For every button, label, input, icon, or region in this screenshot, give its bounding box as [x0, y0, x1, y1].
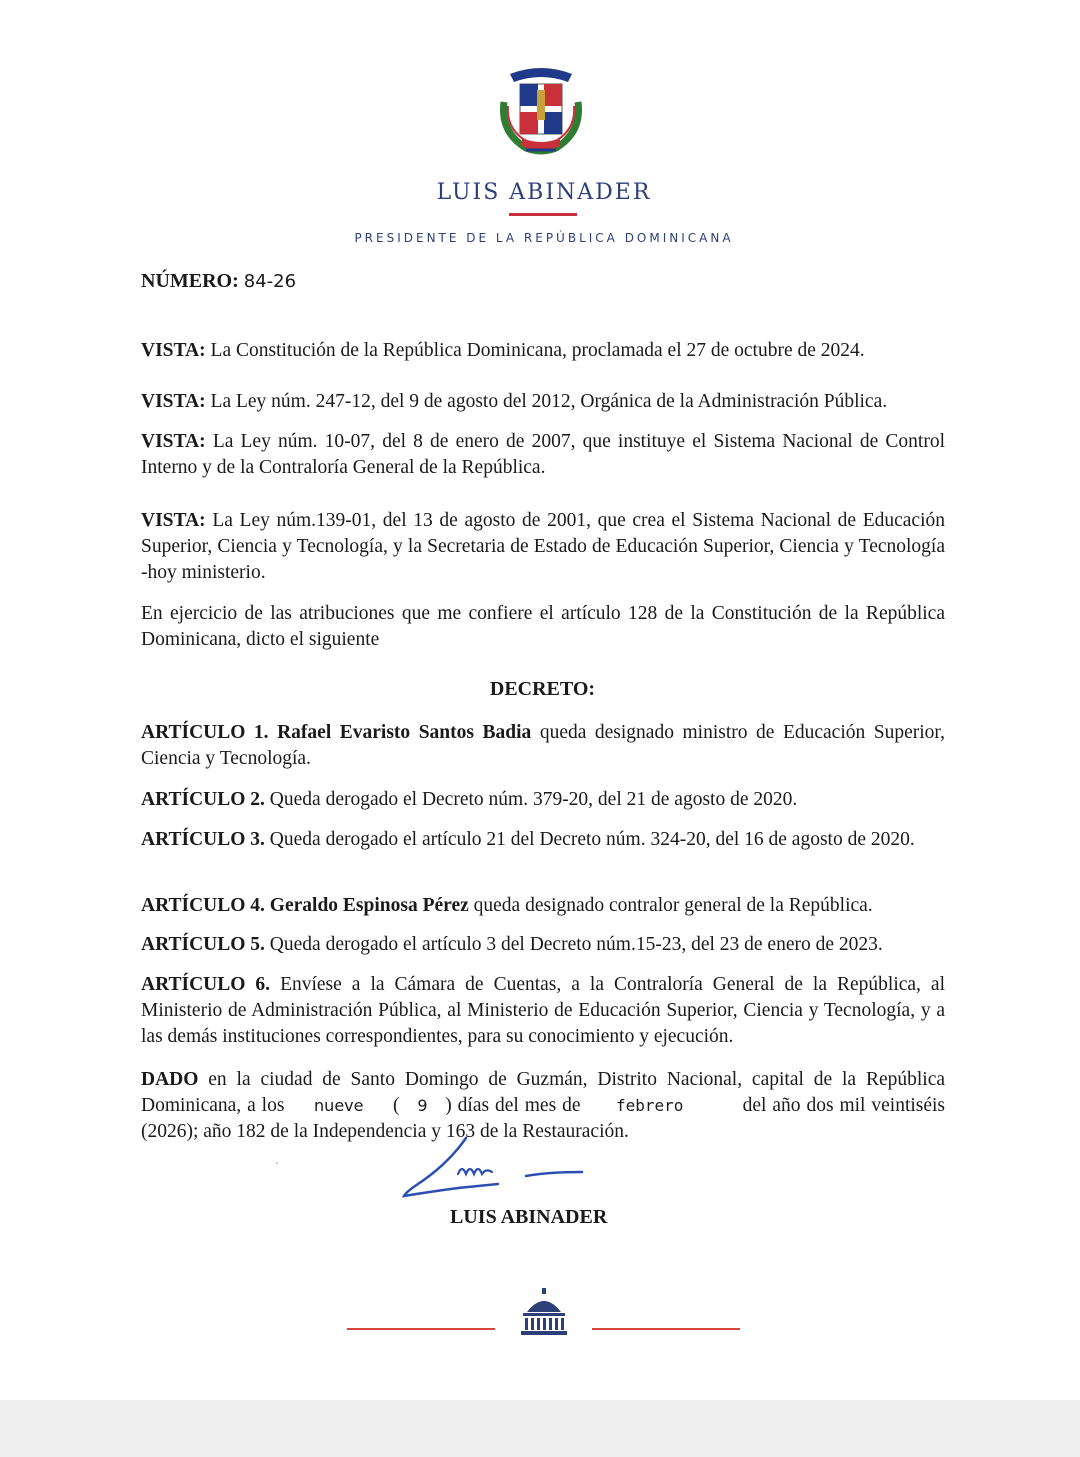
dado-label: DADO [141, 1069, 199, 1090]
decreto-heading: DECRETO: [489, 678, 596, 700]
dado-paragraph: DADO en la ciudad de Santo Domingo de Guzmán, Distrito Nacional, capital de la República Dominicana, a los nueve ( 9 ) días del mes de febrero del año dos mil veintiséis (2026); año 182 de la Independencia y 163 de la Restauración. [141, 1069, 946, 1142]
day-number: 9 [417, 1096, 428, 1115]
article-1 [141, 720, 945, 772]
article-text: Queda derogado el Decreto núm. 379-20, del 21 de agosto de 2020. [269, 789, 798, 810]
vista-1 [141, 338, 945, 364]
ejercicio-paragraph: En ejercicio de las atribuciones que me confiere el artículo 128 de la Constitución de la República Dominicana, dicto el siguiente [141, 603, 945, 650]
article-6 [141, 972, 945, 1050]
vista-label: VISTA: [141, 431, 206, 452]
vista-label: VISTA: [141, 391, 206, 412]
article-text: queda designado ministro de Educación Superior, Ciencia y Tecnología. [141, 722, 946, 769]
vista-text: La Ley núm. 247-12, del 9 de agosto del 2012, Orgánica de la Administración Pública. [210, 391, 888, 412]
article-text: Queda derogado el artículo 21 del Decreto núm. 324-20, del 16 de agosto de 2020. [269, 829, 915, 850]
article-text: Envíese a la Cámara de Cuentas, a la Contraloría General de la República, al Ministerio de Administración Pública, al Ministerio de Educación Superior, Ciencia y Tecnología, y a las demás instituciones correspondientes, para su conocimiento y ejecución. [141, 974, 946, 1047]
vista-4 [141, 508, 945, 586]
article-text: queda designado contralor general de la República. [473, 895, 873, 916]
vista-label: VISTA: [141, 510, 206, 531]
viewer-bottom-bar [0, 1400, 1080, 1457]
article-label: ARTÍCULO 6. [141, 974, 271, 995]
national-palace-dome-icon [517, 1288, 571, 1336]
footer-rule-left [347, 1328, 495, 1330]
article-label: ARTÍCULO 4. [141, 895, 265, 916]
vista-text: La Ley núm. 10-07, del 8 de enero de 2007, que instituye el Sistema Nacional de Control Interno y de la Contraloría General de la República. [141, 431, 946, 478]
decree-number [141, 270, 296, 293]
dado-text: días del mes de [457, 1095, 581, 1116]
signer-name: LUIS ABINADER [450, 1206, 608, 1228]
vista-2 [141, 389, 945, 415]
dado-text: del año dos mil veintiséis (2026); año 182 de la Independencia y 163 de la Restauración. [141, 1095, 946, 1142]
coat-of-arms-icon [496, 62, 586, 158]
dado-text: en la ciudad de Santo Domingo de Guzmán, Distrito Nacional, capital de la República Dominicana, a los [141, 1069, 945, 1116]
article-label: ARTÍCULO 1. [141, 722, 269, 743]
president-title: PRESIDENTE DE LA REPÚBLICA DOMINICANA [354, 231, 734, 245]
scan-speck [276, 1162, 278, 1164]
vista-3 [141, 429, 945, 481]
article-label: ARTÍCULO 5. [141, 934, 265, 955]
day-word: nueve [314, 1096, 364, 1115]
signature-graphic [398, 1134, 588, 1204]
article-5 [141, 932, 945, 958]
appointee-name: Rafael Evaristo Santos Badia [277, 722, 532, 743]
title-divider [509, 213, 577, 216]
article-label: ARTÍCULO 2. [141, 789, 265, 810]
article-label: ARTÍCULO 3. [141, 829, 265, 850]
article-4 [141, 893, 945, 919]
vista-label: VISTA: [141, 340, 206, 361]
article-3 [141, 827, 945, 853]
vista-text: La Ley núm.139-01, del 13 de agosto de 2001, que crea el Sistema Nacional de Educación Superior, Ciencia y Tecnología, y la Secretaria de Estado de Educación Superior, Ciencia y Tecnología -hoy ministerio. [141, 510, 946, 583]
numero-value: 84-26 [243, 271, 297, 292]
footer-rule-right [592, 1328, 740, 1330]
month: febrero [616, 1096, 684, 1115]
vista-text: La Constitución de la República Dominicana, proclamada el 27 de octubre de 2024. [210, 340, 865, 361]
president-name: LUIS ABINADER [436, 180, 652, 205]
numero-label: NÚMERO: [141, 270, 239, 292]
article-2 [141, 787, 945, 813]
article-text: Queda derogado el artículo 3 del Decreto núm.15-23, del 23 de enero de 2023. [269, 934, 883, 955]
appointee-name: Geraldo Espinosa Pérez [269, 895, 469, 916]
